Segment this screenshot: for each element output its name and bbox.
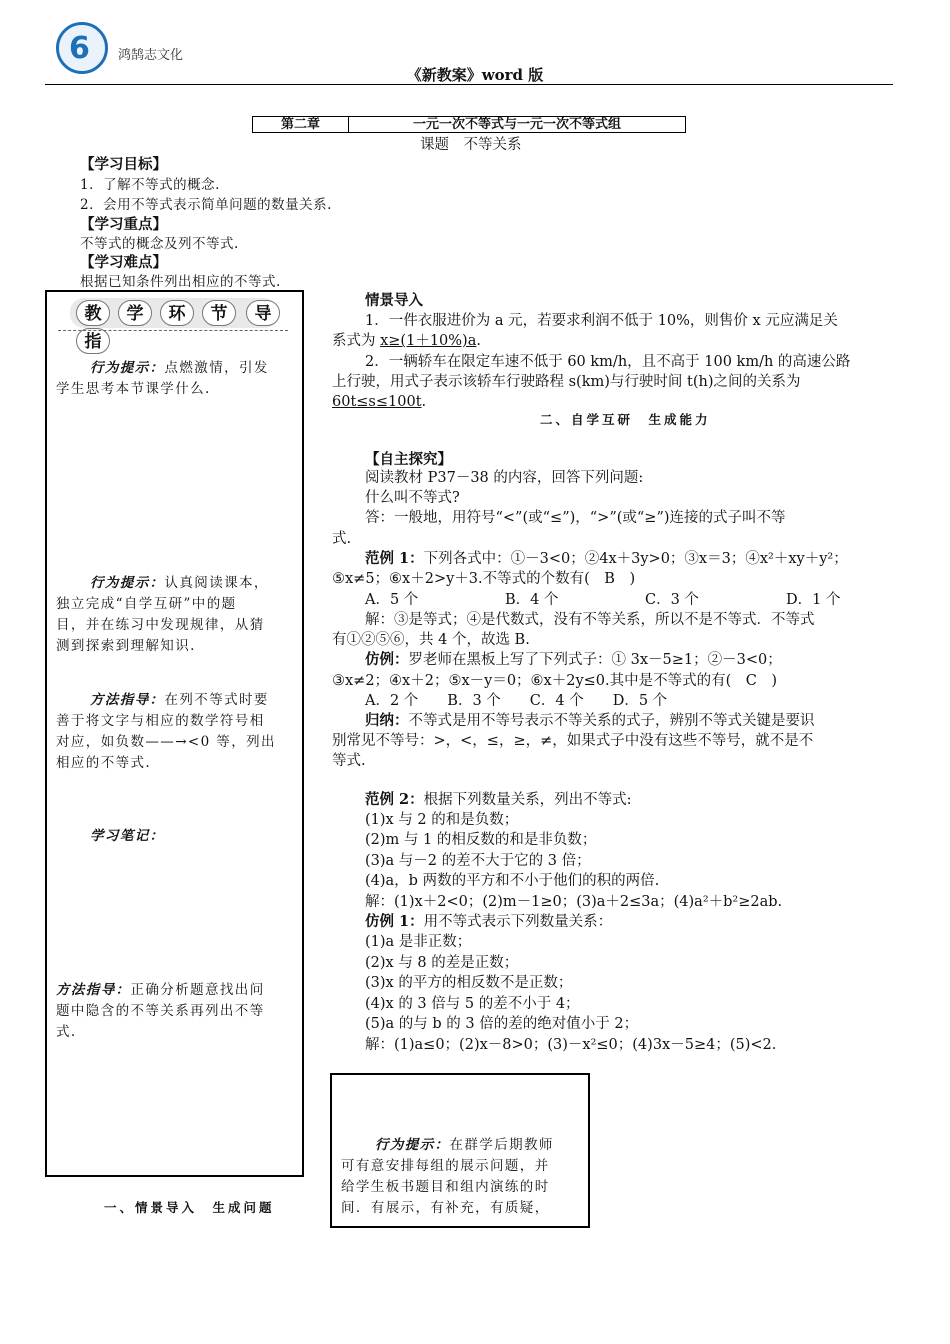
tip-2: 行为提示：认真阅读课本， 独立完成“自学互研”中的题 目，并在练习中发现规律，从猜 测到探索到理解知识.: [56, 575, 269, 654]
summary-line-1: 归纳：不等式是用不等号表示不等关系的式子，辨别不等式关键是要识: [365, 712, 815, 729]
explore-line-1: 阅读教材 P37－38 的内容，回答下列问题:: [365, 470, 644, 486]
logo-text: 鸿鹄志文化: [118, 48, 184, 63]
notes-label: 学习笔记：: [90, 828, 165, 844]
example-1-solution-2: 有①②⑤⑥，共 4 个，故选 B.: [332, 632, 530, 648]
imitation-2-item: (3)x 的平方的相反数不是正数；: [365, 975, 573, 991]
imitation-2-item: (5)a 的与 b 的 3 倍的差的绝对值小于 2；: [365, 1016, 639, 1032]
imitation-2-solution: 解：(1)a≤0；(2)x－8>0；(3)－x²≤0；(4)3x－5≥4；(5)<2.: [365, 1037, 777, 1053]
summary-line-2: 别常见不等号：>，<，≤，≥，≠，如果式子中没有这些不等号，就不是不: [332, 733, 814, 749]
summary-line-3: 等式.: [332, 753, 366, 769]
goals-heading: 【学习目标】: [80, 156, 167, 173]
banner-char: 指: [76, 328, 110, 354]
doc-title: 《新教案》word 版: [406, 66, 544, 84]
banner-char: 教: [76, 300, 110, 326]
chapter-number: 第二章: [253, 117, 349, 132]
banner-char: 导: [246, 300, 280, 326]
example-1-option-c: C．3 个: [645, 592, 699, 608]
imitation-2-item: (2)x 与 8 的差是正数；: [365, 955, 519, 971]
intro-1-line-1: 1．一件衣服进价为 a 元，若要求利润不低于 10%，则售价 x 元应满足关: [365, 313, 838, 329]
banner-char: 节: [202, 300, 236, 326]
explore-answer-2: 式.: [332, 531, 352, 547]
imitation-1-options: A．2 个 B．3 个 C．4 个 D．5 个: [365, 693, 668, 709]
example-2-item: (1)x 与 2 的和是负数；: [365, 812, 519, 828]
example-1-line-2: ⑤x≠5；⑥x＋2>y＋3.不等式的个数有( B ): [332, 571, 636, 587]
example-2-item: (2)m 与 1 的相反数的和是非负数；: [365, 832, 597, 848]
example-1-option-a: A．5 个: [365, 592, 419, 608]
section-2-heading: 二、自学互研 生成能力: [540, 412, 711, 427]
example-1-solution-1: 解：③是等式；④是代数式，没有不等关系，所以不是不等式．不等式: [365, 612, 815, 628]
imitation-1-line-1: 仿例：罗老师在黑板上写了下列式子：① 3x－5≥1；②－3<0；: [365, 651, 782, 668]
goal-2: 2．会用不等式表示简单问题的数量关系.: [80, 197, 332, 213]
intro-1-answer: x≥(1＋10%)a: [380, 333, 477, 349]
explore-answer-1: 答：一般地，用符号“<”(或“≤”)，“>”(或“≥”)连接的式子叫不等: [365, 510, 786, 526]
example-1-option-b: B．4 个: [505, 592, 559, 608]
example-2-heading: 范例 2：根据下列数量关系，列出不等式:: [365, 791, 632, 808]
header-divider: [45, 84, 893, 85]
imitation-1-line-2: ③x≠2；④x＋2；⑤x－y＝0；⑥x＋2y≤0.其中是不等式的有( C ): [332, 673, 778, 689]
example-1-line-1: 范例 1：下列各式中：①－3<0；②4x＋3y>0；③x＝3；④x²＋xy＋y²；: [365, 550, 848, 567]
intro-heading: 情景导入: [365, 292, 423, 309]
banner-divider: [58, 330, 288, 331]
tip-4: 方法指导：正确分析题意找出问 题中隐含的不等关系再列出不等 式.: [56, 982, 265, 1040]
explore-heading: 【自主探究】: [365, 451, 452, 468]
logo-icon: 6: [56, 22, 108, 74]
example-2-solution: 解：(1)x＋2<0；(2)m－1≥0；(3)a＋2≤3a；(4)a²＋b²≥2ab.: [365, 894, 783, 910]
key-heading: 【学习重点】: [80, 216, 167, 233]
banner-char: 环: [160, 300, 194, 326]
intro-1-line-2: 系式为 x≥(1＋10%)a.: [332, 333, 481, 349]
difficulty-heading: 【学习难点】: [80, 254, 167, 271]
goal-1: 1．了解不等式的概念.: [80, 177, 220, 193]
difficulty-point: 根据已知条件列出相应的不等式.: [80, 274, 281, 290]
intro-2-line-1: 2．一辆轿车在限定车速不低于 60 km/h，且不高于 100 km/h 的高速公路: [365, 354, 851, 370]
intro-2-answer: 60t≤s≤100t: [332, 394, 422, 410]
key-point: 不等式的概念及列不等式.: [80, 236, 239, 252]
imitation-2-heading: 仿例 1：用不等式表示下列数量关系：: [365, 913, 613, 930]
example-2-item: (4)a，b 两数的平方和不小于他们的积的两倍.: [365, 873, 660, 889]
intro-2-line-2: 上行驶，用式子表示该轿车行驶路程 s(km)与行驶时间 t(h)之间的关系为: [332, 374, 801, 390]
imitation-2-item: (1)a 是非正数；: [365, 934, 472, 950]
intro-2-line-3: 60t≤s≤100t.: [332, 394, 427, 410]
chapter-title-box: [252, 116, 686, 133]
tip-1: 行为提示：点燃激情，引发 学生思考本节课学什么.: [56, 360, 269, 397]
lesson-title: 课题 不等关系: [420, 137, 522, 153]
explore-line-2: 什么叫不等式?: [365, 490, 460, 506]
chapter-title: 一元一次不等式与一元一次不等式组: [412, 117, 621, 132]
imitation-2-item: (4)x 的 3 倍与 5 的差不小于 4；: [365, 996, 580, 1012]
tip-3: 方法指导：在列不等式时要 善于将文字与相应的数学符号相 对应，如负数——→<0 等，列出 相应的不等式.: [56, 692, 276, 771]
example-1-option-d: D．1 个: [786, 592, 841, 608]
example-2-item: (3)a 与－2 的差不大于它的 3 倍；: [365, 853, 591, 869]
section-1-heading: 一、情景导入 生成问题: [104, 1200, 275, 1215]
tip-box-text: 行为提示：在群学后期教师 可有意安排每组的展示问题，并 给学生板书题目和组内演练的时 间．有展示，有补充，有质疑，: [341, 1137, 554, 1216]
banner-char: 学: [118, 300, 152, 326]
